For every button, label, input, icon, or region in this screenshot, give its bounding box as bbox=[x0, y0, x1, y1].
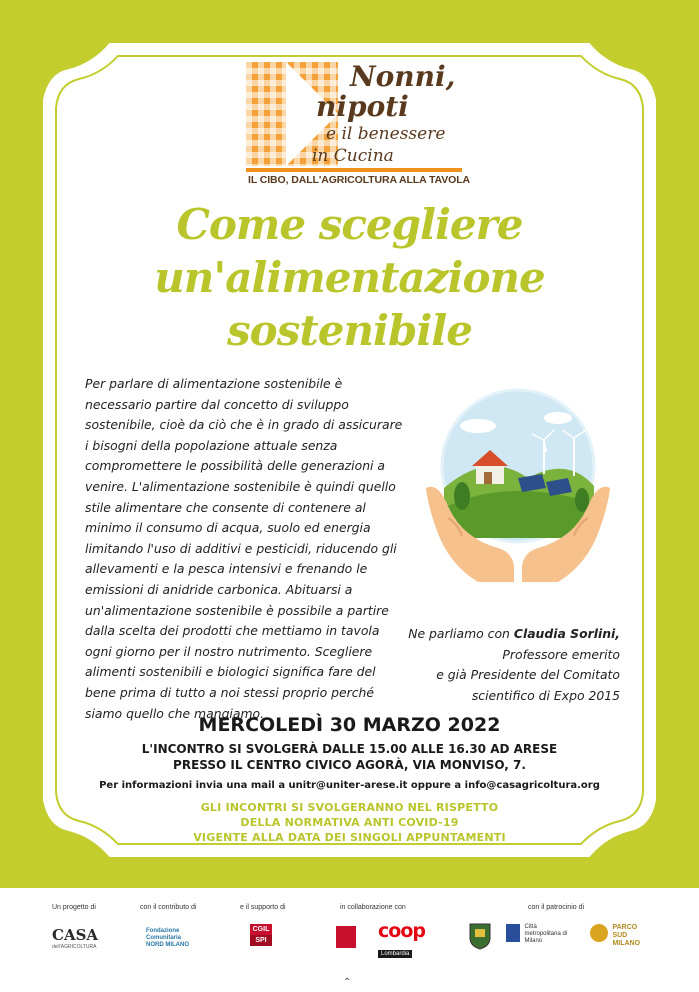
casa-logo-subtext: dell'AGRICOLTURA bbox=[52, 944, 97, 950]
logo-line-1: Nonni, bbox=[350, 60, 456, 93]
sponsor-caption-patronage: con il patrocinio di bbox=[528, 904, 585, 911]
sponsor-caption-support: e il supporto di bbox=[240, 904, 286, 911]
arese-crest-icon bbox=[468, 922, 492, 950]
event-venue bbox=[0, 741, 699, 773]
casa-logo-text: CASA bbox=[52, 926, 99, 944]
title-line-2: un'alimentazione bbox=[154, 253, 545, 302]
contact-info: Per informazioni invia una mail a unitr@uniter-arese.it oppure a info@casagricoltura.org bbox=[99, 780, 600, 791]
title-line-3: sostenibile bbox=[227, 306, 472, 355]
speaker-block bbox=[408, 624, 620, 706]
title-line-1: Come scegliere bbox=[176, 200, 523, 249]
citta-logo-text: Città metropolitana di Milano bbox=[524, 924, 568, 944]
covid-line-3: VIGENTE ALLA DATA DEI SINGOLI APPUNTAMENTI bbox=[193, 831, 506, 844]
auser-logo bbox=[336, 926, 356, 948]
cgil-spi-logo bbox=[250, 924, 272, 946]
covid-notice bbox=[0, 800, 699, 845]
logo-line-2: nipoti bbox=[316, 90, 409, 123]
covid-line-2: DELLA NORMATIVA ANTI COVID-19 bbox=[240, 816, 459, 829]
speaker-line-3: e già Presidente del Comitato bbox=[436, 667, 620, 683]
speaker-line-1 bbox=[408, 624, 620, 645]
event-date: MERCOLEDÌ 30 MARZO 2022 bbox=[198, 714, 501, 736]
citta-crest-icon bbox=[506, 924, 520, 942]
venue-line-2: PRESSO IL CENTRO CIVICO AGORÀ, VIA MONVISO, 7. bbox=[173, 758, 526, 772]
parco-tree-icon bbox=[590, 924, 608, 942]
speaker-line-2: Professore emerito bbox=[502, 646, 620, 662]
page-title bbox=[0, 198, 699, 357]
casa-agricoltura-logo bbox=[52, 926, 98, 950]
parco-logo-text: PARCO SUD MILANO bbox=[612, 924, 641, 947]
speaker-line-4: scientifico di Expo 2015 bbox=[471, 687, 620, 703]
speaker-name: Claudia Sorlini, bbox=[513, 626, 620, 641]
coop-subtext: Lombardia bbox=[378, 950, 412, 958]
sponsor-caption-contribution: con il contributo di bbox=[140, 904, 197, 911]
parco-sud-logo bbox=[590, 924, 654, 948]
logo-line-4: in Cucina bbox=[312, 146, 394, 166]
logo-line-3: e il benessere bbox=[326, 124, 446, 144]
logo-divider bbox=[246, 168, 462, 172]
coop-logo bbox=[378, 920, 425, 960]
sponsor-caption-collaboration: in collaborazione con bbox=[340, 904, 406, 911]
venue-line-1: L'INCONTRO SI SVOLGERÀ DALLE 15.00 ALLE 16.30 AD ARESE bbox=[141, 742, 558, 756]
fondazione-logo bbox=[146, 928, 200, 949]
citta-metropolitana-logo bbox=[506, 924, 576, 945]
coop-text: coop bbox=[378, 920, 425, 942]
spi-text: SPI bbox=[250, 935, 272, 946]
body-paragraph: Per parlare di alimentazione sostenibile è necessario partire dal concetto di sviluppo sostenibile, cioè da ciò che è in grado di assicurare i bisogni della popolazione attuale senza compromettere le possibilità delle generazioni a venire. L'alimentazione sostenibile è quindi quello stile alimentare che consente di contenere al minimo il consumo di acqua, suolo ed energia limitando l'uso di additivi e pesticidi, riducendo gli allevamenti e la pesca intensivi e frenando le emissioni di anidride carbonica. Abituarsi a un'alimentazione sostenibile è possibile a partire dalla scelta dei prodotti che mettiamo in tavola ogni giorno per il nostro nutrimento. Scegliere alimenti sostenibili e biologici significa fare del bene prima di tutto a noi stessi proprio perché siamo quello che mangiamo. bbox=[85, 376, 403, 721]
cgil-text: CGIL bbox=[250, 924, 272, 935]
event-logo bbox=[246, 60, 470, 190]
covid-line-1: GLI INCONTRI SI SVOLGERANNO NEL RISPETTO bbox=[200, 801, 499, 814]
sponsor-caption-project: Un progetto di bbox=[52, 904, 96, 911]
fondazione-logo-text: Fondazione Comunitaria NORD MILANO bbox=[146, 928, 189, 948]
speaker-intro: Ne parliamo con bbox=[408, 626, 510, 641]
hands-holding-earth-icon bbox=[418, 378, 618, 588]
chevron-up-icon: ⌃ bbox=[343, 977, 352, 988]
logo-tagline: IL CIBO, DALL'AGRICOLTURA ALLA TAVOLA bbox=[248, 174, 470, 186]
